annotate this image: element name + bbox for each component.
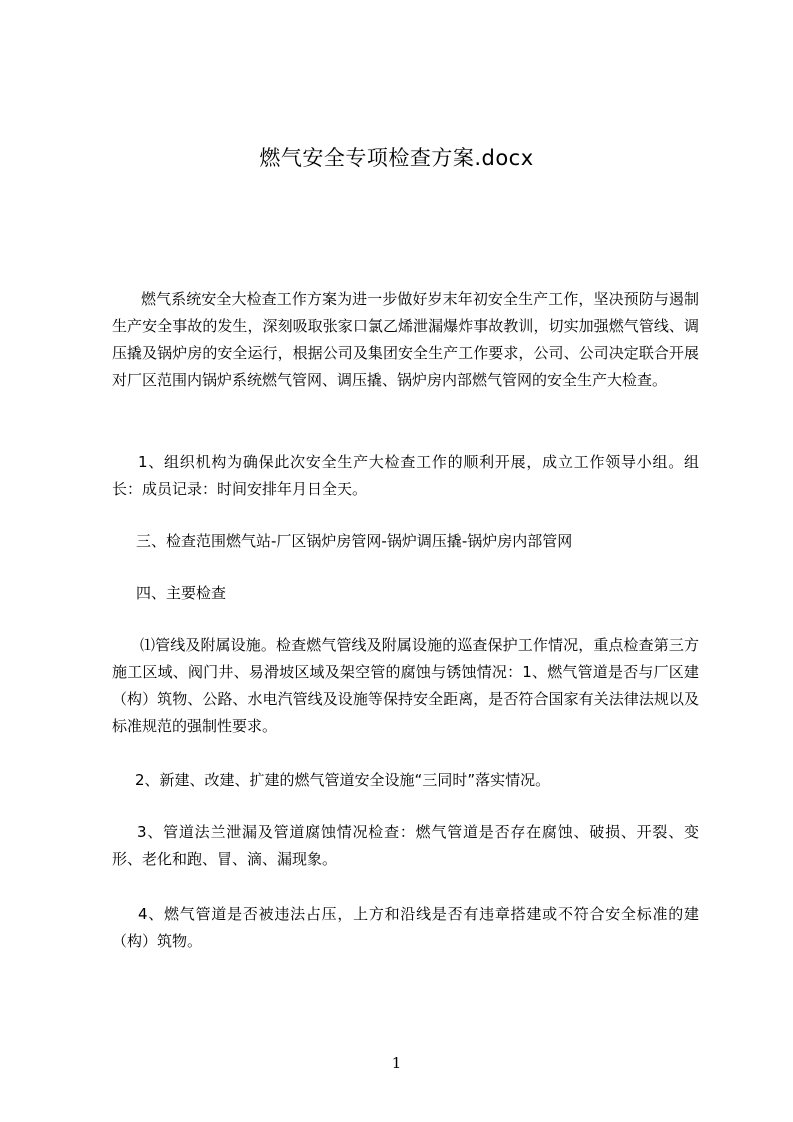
- paragraph-inspection-scope: 三、检查范围燃气站-厂区锅炉房管网-锅炉调压撬-锅炉房内部管网: [136, 532, 573, 550]
- heading-main-inspection: 四、主要检查: [136, 584, 227, 602]
- paragraph-illegal-occupation: 4、燃气管道是否被违法占压，上方和沿线是否有违章搭建或不符合安全标准的建（构）筑物。: [112, 905, 699, 950]
- page-number: 1: [391, 1054, 402, 1072]
- paragraph-pipelines-facilities: ⑴管线及附属设施。检查燃气管线及附属设施的巡查保护工作情况，重点检查第三方施工区域、阀门井、易滑坡区域及架空管的腐蚀与锈蚀情况：1、燃气管道是否与厂区建（构）筑物、公路、水电汽管线及设施等保持安全距离，是否符合国家有关法律法规以及标准规范的强制性要求。: [112, 636, 699, 735]
- paragraph-intro: 燃气系统安全大检查工作方案为进一步做好岁末年初安全生产工作，坚决预防与遏制生产安全事故的发生，深刻吸取张家口氯乙烯泄漏爆炸事故教训，切实加强燃气管线、调压撬及锅炉房的安全运行，根据公司及集团安全生产工作要求，公司、公司决定联合开展对厂区范围内锅炉系统燃气管网、调压撬、锅炉房内部燃气管网的安全生产大检查。: [112, 290, 699, 389]
- paragraph-three-simultaneous: 2、新建、改建、扩建的燃气管道安全设施“三同时”落实情况。: [135, 771, 551, 789]
- paragraph-organization: 1、组织机构为确保此次安全生产大检查工作的顺利开展，成立工作领导小组。组长：成员记录：时间安排年月日全天。: [112, 453, 699, 498]
- paragraph-leak-corrosion: 3、管道法兰泄漏及管道腐蚀情况检查：燃气管道是否存在腐蚀、破损、开裂、变形、老化和跑、冒、滴、漏现象。: [112, 823, 699, 868]
- document-title: 燃气安全专项检查方案.docx: [259, 146, 534, 170]
